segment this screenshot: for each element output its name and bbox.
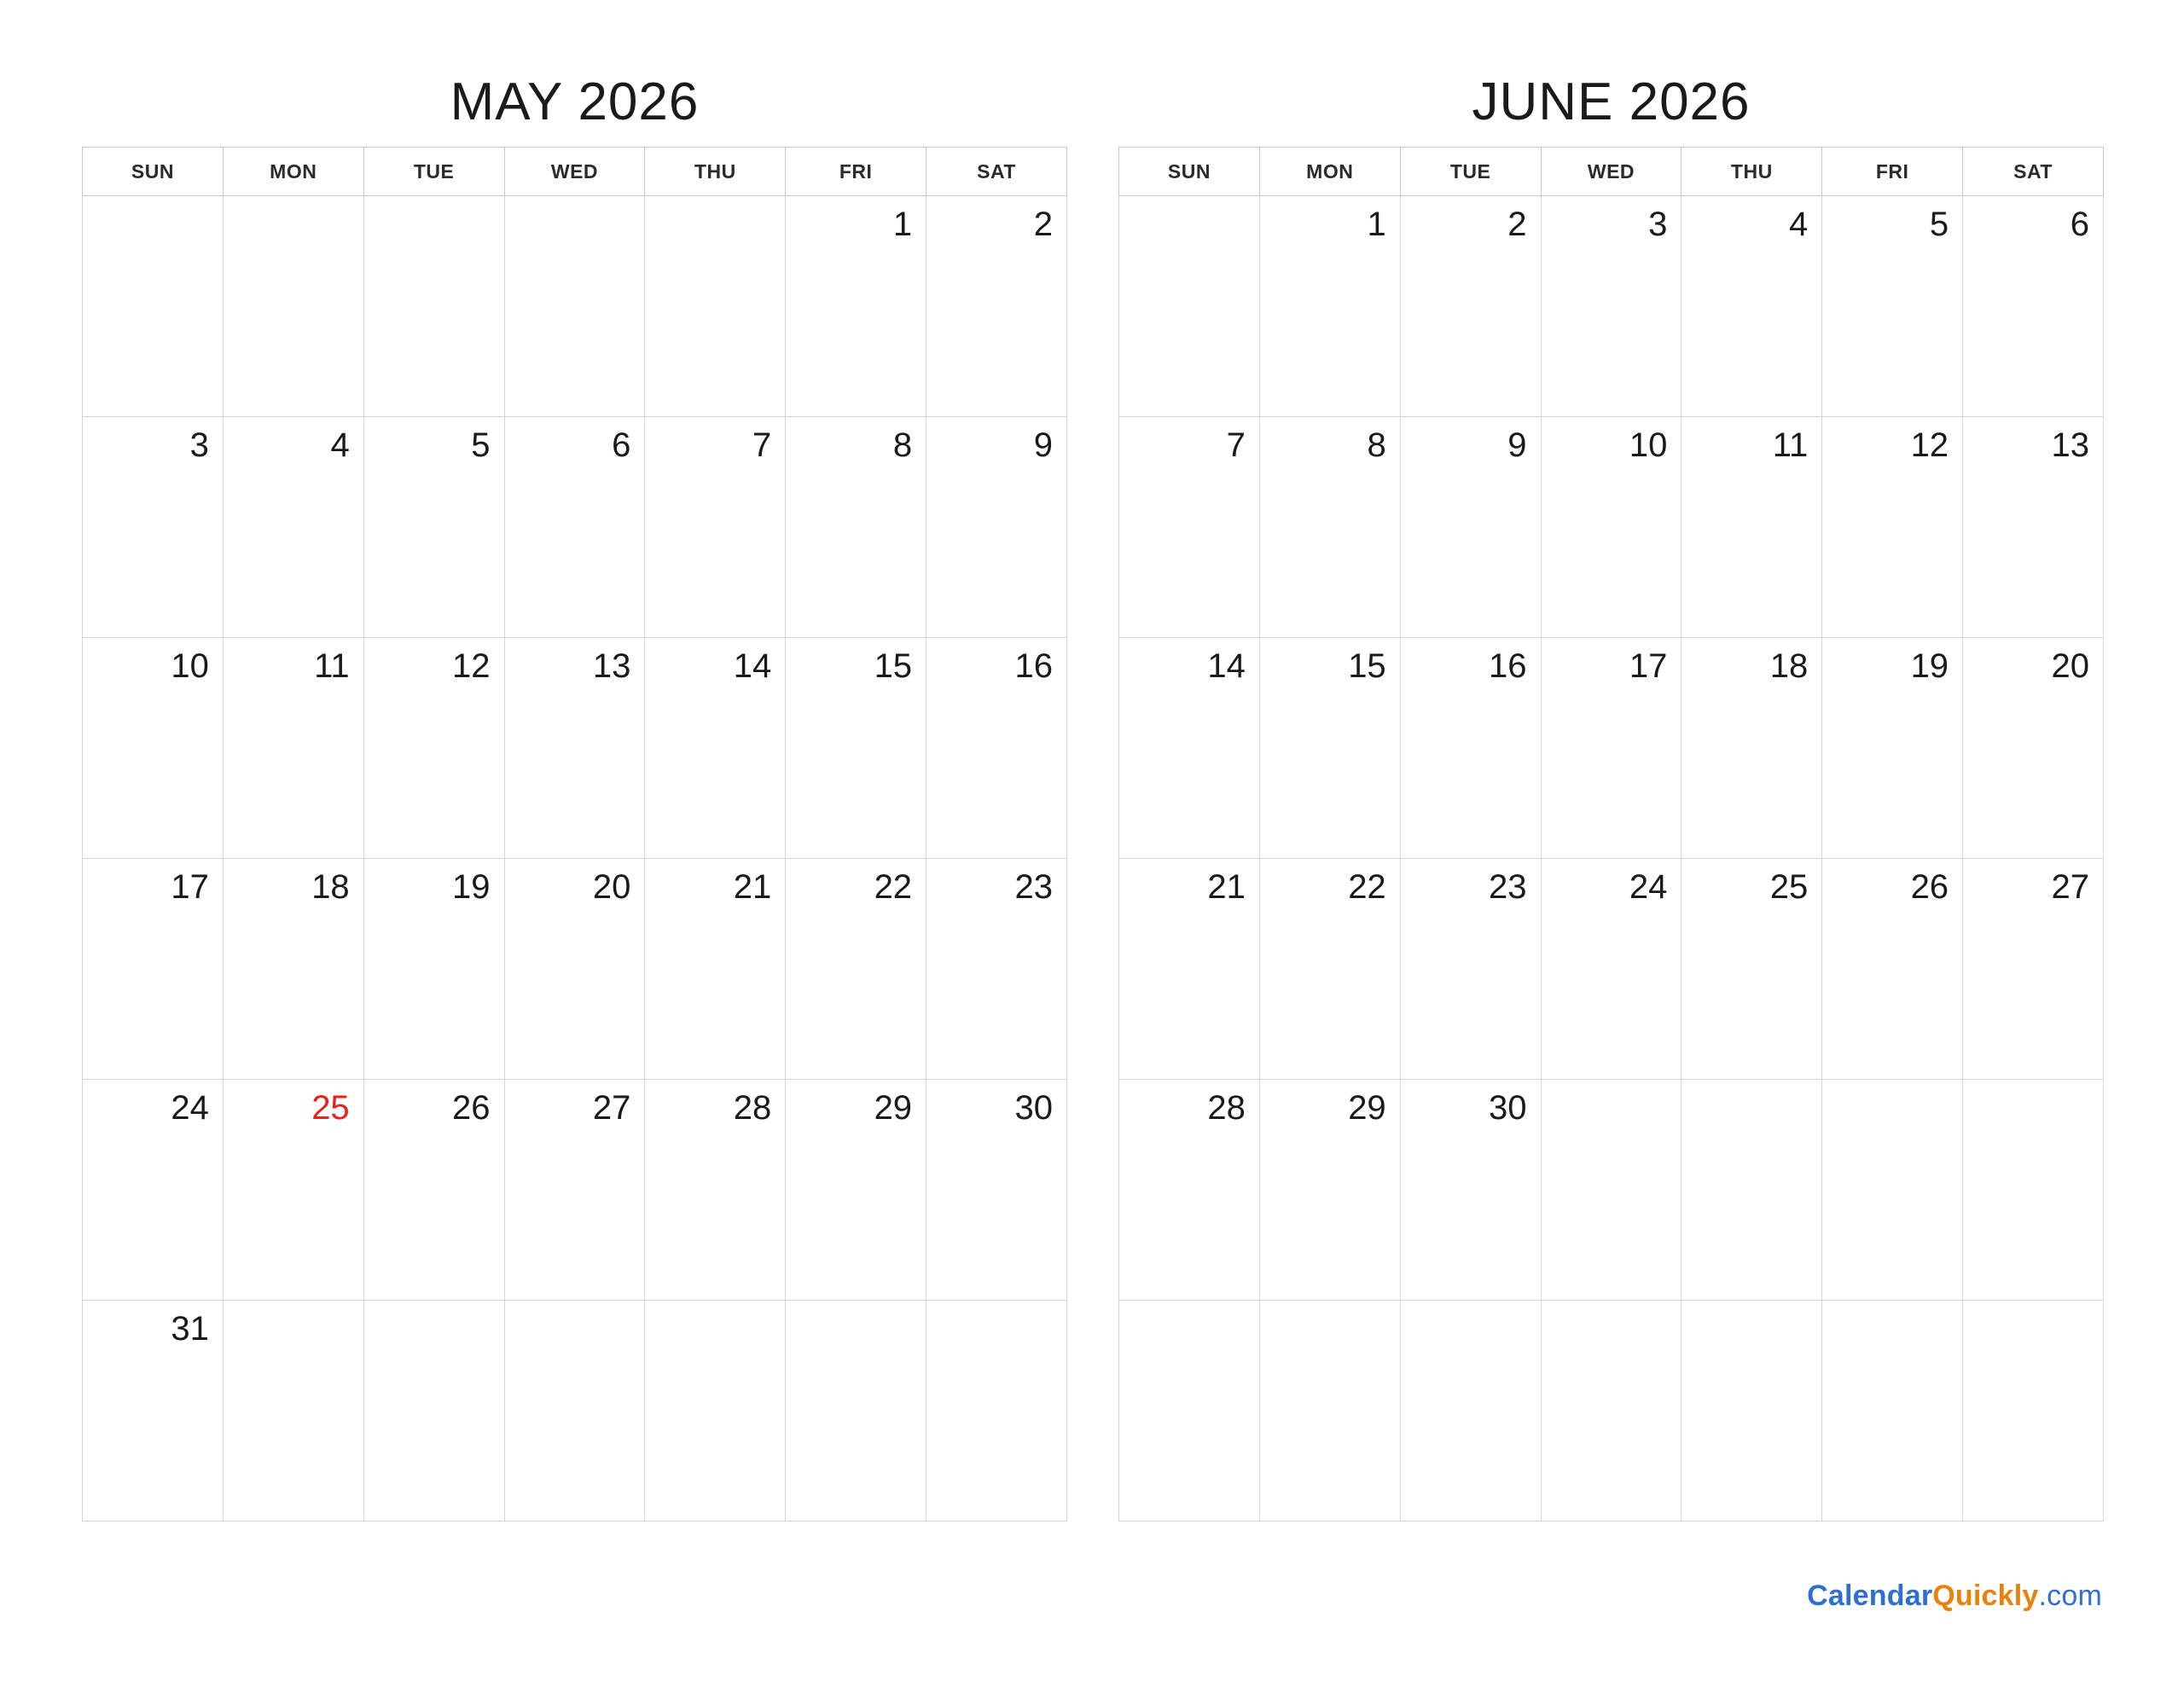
day-number: 2 — [1507, 206, 1527, 244]
day-cell[interactable] — [83, 417, 224, 638]
week-row — [83, 638, 1067, 859]
day-cell[interactable] — [1963, 638, 2104, 859]
day-cell[interactable] — [1119, 196, 1260, 417]
day-cell[interactable] — [926, 638, 1067, 859]
day-number: 7 — [752, 426, 772, 465]
day-cell[interactable] — [1963, 417, 2104, 638]
day-number: 23 — [1014, 868, 1053, 907]
day-number: 22 — [874, 868, 913, 907]
weekday-sat: SAT — [926, 148, 1067, 196]
day-cell[interactable] — [1400, 417, 1541, 638]
day-number: 15 — [874, 647, 913, 686]
day-number: 25 — [1769, 868, 1809, 907]
day-cell[interactable] — [1400, 859, 1541, 1080]
day-cell[interactable] — [504, 417, 645, 638]
day-number: 14 — [1207, 647, 1246, 686]
day-number: 25 — [311, 1089, 350, 1128]
day-cell[interactable] — [504, 1080, 645, 1301]
day-number: 20 — [592, 868, 631, 907]
week-row — [1119, 1080, 2104, 1301]
day-cell[interactable] — [223, 1301, 363, 1522]
weekday-wed: WED — [504, 148, 645, 196]
weekday-tue: TUE — [363, 148, 504, 196]
weekday-header-row — [83, 148, 1067, 196]
day-cell[interactable] — [363, 1080, 504, 1301]
day-cell[interactable] — [223, 638, 363, 859]
day-cell[interactable] — [645, 859, 786, 1080]
day-cell[interactable] — [1822, 638, 1963, 859]
day-number: 29 — [1348, 1089, 1386, 1128]
day-number: 27 — [2051, 868, 2089, 907]
day-number: 6 — [2070, 206, 2089, 244]
day-number: 15 — [1348, 647, 1386, 686]
day-cell[interactable] — [1682, 417, 1822, 638]
day-cell[interactable] — [1822, 1301, 1963, 1522]
day-number: 9 — [1507, 426, 1527, 465]
week-row — [1119, 859, 2104, 1080]
day-number: 8 — [1367, 426, 1386, 465]
site-branding[interactable] — [1807, 1580, 2102, 1613]
day-number: 3 — [189, 426, 209, 465]
day-cell[interactable] — [83, 1301, 224, 1522]
week-row — [83, 859, 1067, 1080]
day-number: 27 — [592, 1089, 631, 1128]
day-cell[interactable] — [83, 638, 224, 859]
day-cell[interactable] — [1259, 1080, 1400, 1301]
weekday-mon: MON — [1259, 148, 1400, 196]
day-cell[interactable] — [1541, 859, 1682, 1080]
day-number: 28 — [1207, 1089, 1246, 1128]
month-title-june: JUNE 2026 — [1472, 72, 1751, 131]
day-number: 16 — [1489, 647, 1527, 686]
brand-part-dotcom: .com — [2038, 1580, 2102, 1612]
day-cell[interactable] — [1259, 1301, 1400, 1522]
day-cell[interactable] — [363, 859, 504, 1080]
day-cell[interactable] — [1682, 859, 1822, 1080]
day-number: 11 — [314, 647, 350, 686]
day-cell[interactable] — [1119, 417, 1260, 638]
day-number: 24 — [171, 1089, 209, 1128]
day-cell[interactable] — [1541, 1080, 1682, 1301]
day-number: 18 — [311, 868, 350, 907]
day-cell[interactable] — [363, 196, 504, 417]
day-number: 22 — [1348, 868, 1386, 907]
day-cell[interactable] — [1822, 417, 1963, 638]
day-cell[interactable] — [223, 196, 363, 417]
day-number: 2 — [1033, 206, 1053, 244]
day-number: 3 — [1648, 206, 1668, 244]
day-cell[interactable] — [1541, 196, 1682, 417]
month-title-may: MAY 2026 — [450, 72, 700, 131]
week-row — [83, 1301, 1067, 1522]
day-number: 5 — [1929, 206, 1949, 244]
day-number: 13 — [592, 647, 631, 686]
month-block-june — [1118, 73, 2104, 1522]
day-cell[interactable] — [645, 417, 786, 638]
day-number: 17 — [171, 868, 209, 907]
day-cell[interactable] — [786, 1080, 926, 1301]
day-cell[interactable] — [83, 1080, 224, 1301]
day-cell[interactable] — [786, 859, 926, 1080]
weekday-sun: SUN — [1119, 148, 1260, 196]
day-cell[interactable] — [786, 1301, 926, 1522]
brand-part-calendar: Calendar — [1807, 1580, 1933, 1612]
day-cell[interactable] — [645, 1080, 786, 1301]
week-row — [1119, 1301, 2104, 1522]
day-cell[interactable] — [926, 859, 1067, 1080]
weekday-sat: SAT — [1963, 148, 2104, 196]
day-cell[interactable] — [645, 638, 786, 859]
day-number: 12 — [452, 647, 491, 686]
day-cell[interactable] — [504, 859, 645, 1080]
day-cell[interactable] — [1963, 1080, 2104, 1301]
day-cell[interactable] — [1541, 638, 1682, 859]
day-cell[interactable] — [1682, 638, 1822, 859]
day-cell[interactable] — [1259, 417, 1400, 638]
day-cell[interactable] — [223, 417, 363, 638]
calendar-container — [82, 73, 2104, 1522]
weekday-header-row — [1119, 148, 2104, 196]
day-number: 29 — [874, 1089, 913, 1128]
day-cell[interactable] — [363, 638, 504, 859]
day-cell[interactable] — [1400, 196, 1541, 417]
weekday-fri: FRI — [1822, 148, 1963, 196]
week-row — [1119, 417, 2104, 638]
week-row — [1119, 196, 2104, 417]
week-row — [83, 417, 1067, 638]
day-cell[interactable] — [1541, 1301, 1682, 1522]
day-number: 8 — [892, 426, 913, 465]
day-cell[interactable] — [1682, 1080, 1822, 1301]
day-cell[interactable] — [926, 1080, 1067, 1301]
day-cell[interactable] — [363, 1301, 504, 1522]
day-cell[interactable] — [1400, 638, 1541, 859]
day-number: 28 — [733, 1089, 772, 1128]
brand-part-quickly: Quickly — [1932, 1580, 2039, 1612]
day-number: 10 — [171, 647, 209, 686]
weekday-sun: SUN — [83, 148, 224, 196]
day-number: 9 — [1033, 426, 1053, 465]
day-number: 7 — [1226, 426, 1246, 465]
day-cell[interactable] — [1119, 859, 1260, 1080]
day-cell[interactable] — [363, 417, 504, 638]
day-cell[interactable] — [926, 196, 1067, 417]
day-number: 30 — [1014, 1089, 1053, 1128]
day-number: 6 — [612, 426, 631, 465]
day-number: 4 — [330, 426, 350, 465]
day-number: 17 — [1629, 647, 1668, 686]
day-cell[interactable] — [786, 196, 926, 417]
day-cell[interactable] — [645, 1301, 786, 1522]
day-cell[interactable] — [1822, 196, 1963, 417]
day-cell[interactable] — [1963, 1301, 2104, 1522]
day-cell[interactable] — [1400, 1080, 1541, 1301]
day-number: 12 — [1910, 426, 1949, 465]
day-cell[interactable] — [1822, 1080, 1963, 1301]
day-number: 21 — [1207, 868, 1246, 907]
day-number: 21 — [733, 868, 772, 907]
weekday-tue: TUE — [1400, 148, 1541, 196]
day-cell[interactable] — [786, 638, 926, 859]
day-number: 16 — [1014, 647, 1053, 686]
day-number: 1 — [1367, 206, 1386, 244]
day-number: 19 — [452, 868, 491, 907]
day-cell[interactable] — [504, 1301, 645, 1522]
day-number: 13 — [2051, 426, 2089, 465]
day-cell[interactable] — [83, 859, 224, 1080]
day-cell[interactable] — [504, 196, 645, 417]
day-cell[interactable] — [926, 417, 1067, 638]
day-number: 4 — [1788, 206, 1809, 244]
day-cell[interactable] — [504, 638, 645, 859]
day-cell[interactable] — [1259, 859, 1400, 1080]
day-cell-highlighted[interactable] — [223, 1080, 363, 1301]
day-number: 19 — [1910, 647, 1949, 686]
day-number: 14 — [733, 647, 772, 686]
week-row — [83, 1080, 1067, 1301]
day-number: 26 — [452, 1089, 491, 1128]
day-number: 26 — [1910, 868, 1949, 907]
calendar-grid-may — [82, 147, 1067, 1522]
calendar-grid-june — [1118, 147, 2104, 1522]
day-cell[interactable] — [1119, 638, 1260, 859]
day-number: 18 — [1769, 647, 1809, 686]
week-row — [83, 196, 1067, 417]
weekday-wed: WED — [1541, 148, 1682, 196]
day-number: 11 — [1772, 426, 1809, 465]
day-cell[interactable] — [1682, 196, 1822, 417]
day-number: 23 — [1489, 868, 1527, 907]
day-cell[interactable] — [1963, 196, 2104, 417]
weekday-fri: FRI — [786, 148, 926, 196]
day-cell[interactable] — [1119, 1301, 1260, 1522]
day-cell[interactable] — [1119, 1080, 1260, 1301]
day-cell[interactable] — [223, 859, 363, 1080]
day-cell[interactable] — [1259, 638, 1400, 859]
day-number: 30 — [1489, 1089, 1527, 1128]
weekday-thu: THU — [645, 148, 786, 196]
weekday-thu: THU — [1682, 148, 1822, 196]
day-number: 24 — [1629, 868, 1668, 907]
day-cell[interactable] — [645, 196, 786, 417]
day-cell[interactable] — [1400, 1301, 1541, 1522]
month-block-may — [82, 73, 1067, 1522]
day-cell[interactable] — [1682, 1301, 1822, 1522]
day-number: 1 — [892, 206, 913, 244]
day-cell[interactable] — [926, 1301, 1067, 1522]
week-row — [1119, 638, 2104, 859]
day-number: 10 — [1629, 426, 1668, 465]
weekday-mon: MON — [223, 148, 363, 196]
day-cell[interactable] — [1259, 196, 1400, 417]
day-number: 5 — [471, 426, 491, 465]
day-cell[interactable] — [1963, 859, 2104, 1080]
day-number: 20 — [2051, 647, 2089, 686]
day-cell[interactable] — [786, 417, 926, 638]
day-number: 31 — [171, 1310, 209, 1348]
day-cell[interactable] — [1822, 859, 1963, 1080]
day-cell[interactable] — [1541, 417, 1682, 638]
day-cell[interactable] — [83, 196, 224, 417]
